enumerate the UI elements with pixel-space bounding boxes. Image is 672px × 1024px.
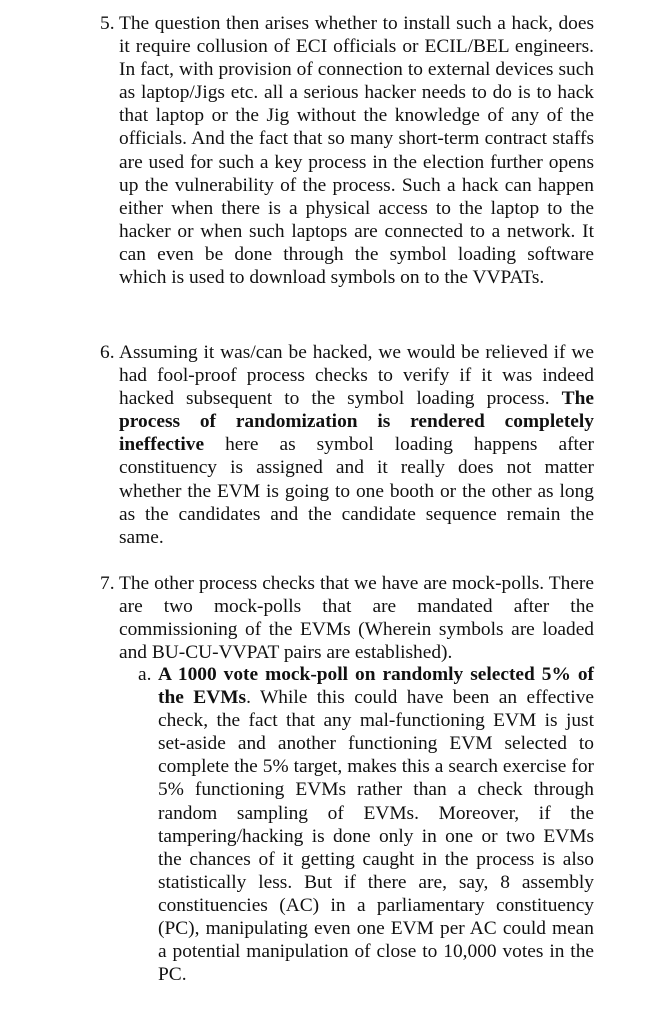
list-item-text: The other process checks that we have are mock-polls. There are two mock-polls that are mandated after the commissioning of the EVMs (Wherein symbols are loaded and BU-CU-VVPAT pairs are established). <box>119 573 594 664</box>
list-item-number: 6. <box>100 342 115 363</box>
sub-list-item-letter: a. <box>138 664 152 685</box>
list-item-text-bold: The process of randomization is rendered completely ineffective <box>119 388 594 456</box>
list-item-5 <box>100 12 594 289</box>
list-item-text-before: Assuming it was/can be hacked, we would be relieved if we had fool-proof process checks to verify if it was indeed hacked subsequent to the symbol loading process. <box>119 342 594 410</box>
sub-list-item-text-after: . While this could have been an effective check, the fact that any mal-functioning EVM is just set-aside and another functioning EVM selected to complete the 5% target, makes this a search exercise for 5% functioning EVMs rather than a check through random sampling of EVMs. Moreover, if the tampering/hacking is done only in one or two EVMs the chances of it getting caught in the process is also statistically less. But if there are, say, 8 assembly constituencies (AC) in a parliamentary constituency (PC), manipulating even one EVM per AC could mean a potential manipulation of close to 10,000 votes in the PC. <box>158 687 594 986</box>
list-item-7 <box>100 572 594 664</box>
list-item-number: 5. <box>100 13 115 34</box>
list-item-number: 7. <box>100 573 115 594</box>
sub-list-item-a <box>138 663 594 986</box>
list-item-text <box>119 341 594 549</box>
list-item-text-after: here as symbol loading happens after constituency is assigned and it really does not matter whether the EVM is going to one booth or the other as long as the candidates and the candidate sequence remain the same. <box>119 434 594 548</box>
list-item-text: The question then arises whether to install such a hack, does it require collusion of ECI officials or ECIL/BEL engineers. In fact, with provision of connection to external devices such as laptop/Jigs etc. all a serious hacker needs to do is to hack that laptop or the Jig without the knowledge of any of the officials. And the fact that so many short-term contract staffs are used for such a key process in the election further opens up the vulnerability of the process. Such a hack can happen either when there is a physical access to the laptop to the hacker or when such laptops are connected to a network. It can even be done through the symbol loading software which is used to download symbols on to the VVPATs. <box>119 13 594 289</box>
list-item-6 <box>100 341 594 549</box>
sub-list-item-text-bold: A 1000 vote mock-poll on randomly selected 5% of the EVMs <box>158 664 594 709</box>
sub-list-item-text <box>158 663 594 986</box>
